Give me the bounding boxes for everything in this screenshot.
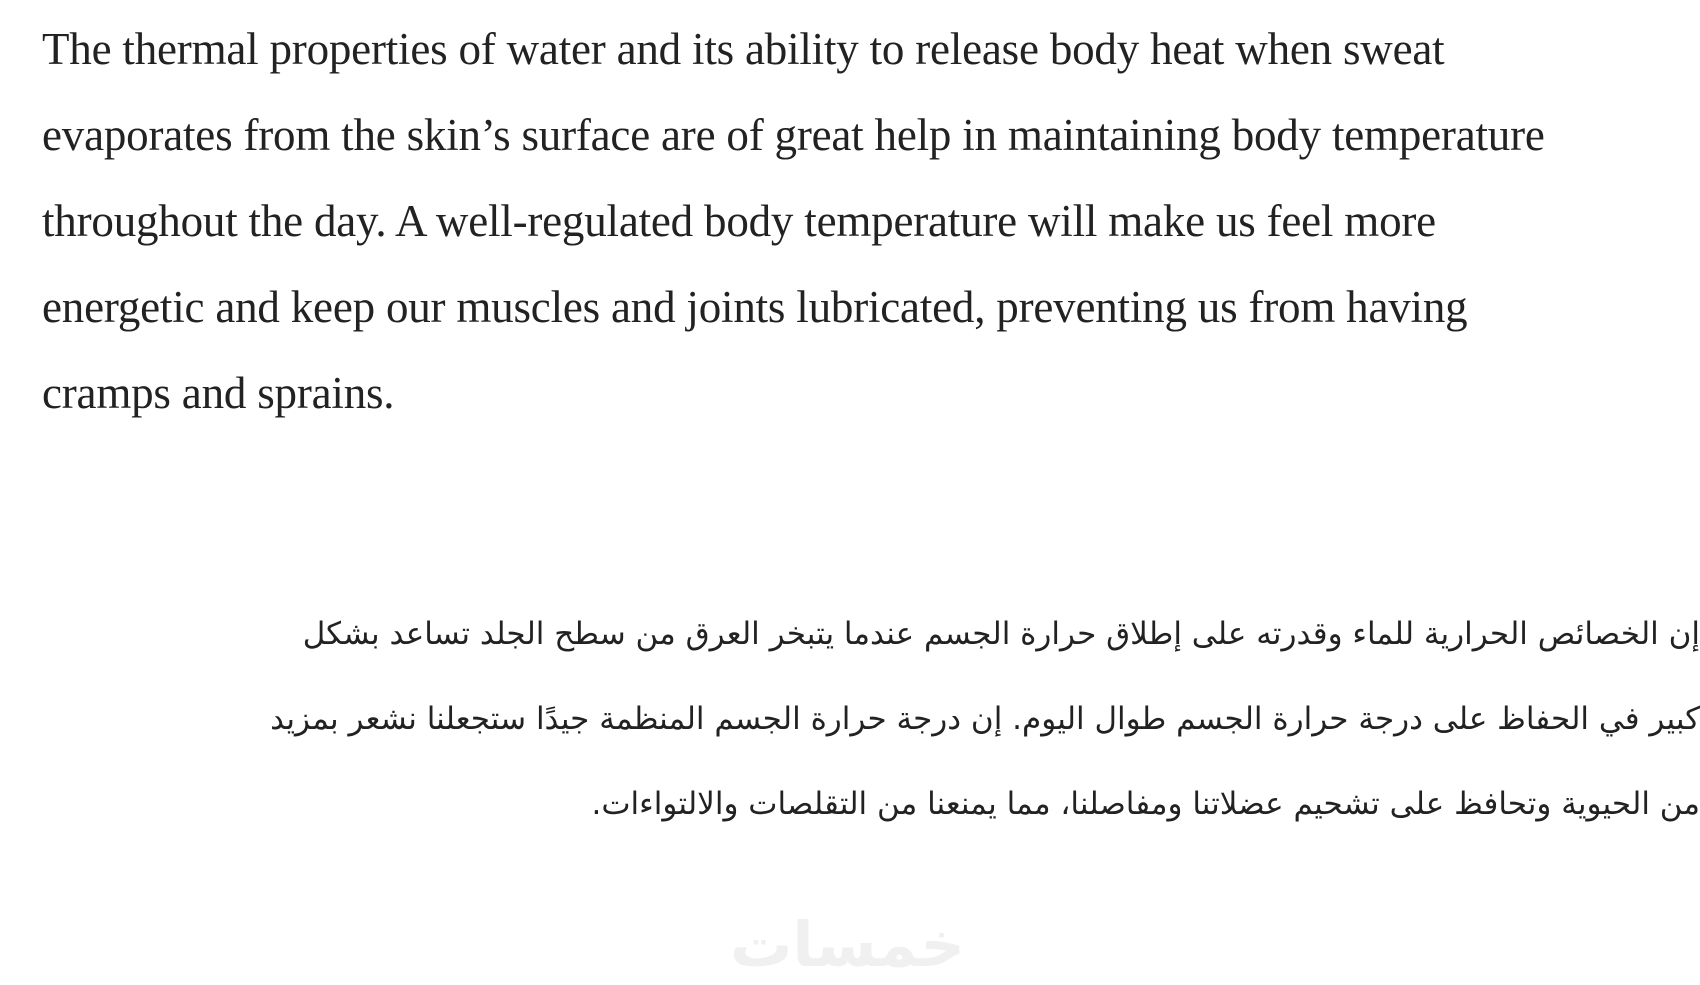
arabic-paragraph: [40, 592, 1700, 847]
english-line: The thermal properties of water and its ability to release body heat when sweat: [42, 24, 1445, 74]
english-line: evaporates from the skin’s surface are of great help in maintaining body temperature: [42, 110, 1545, 160]
arabic-line: كبير في الحفاظ على درجة حرارة الجسم طوال اليوم. إن درجة حرارة الجسم المنظمة جيدًا ستجعلنا نشعر بمزيد: [270, 701, 1700, 737]
english-paragraph: [42, 6, 1682, 436]
english-line: energetic and keep our muscles and joints lubricated, preventing us from having: [42, 282, 1468, 332]
watermark-logo: خمسات: [730, 908, 965, 981]
arabic-line: من الحيوية وتحافظ على تشحيم عضلاتنا ومفاصلنا، مما يمنعنا من التقلصات والالتواءات.: [591, 786, 1700, 822]
arabic-line: إن الخصائص الحرارية للماء وقدرته على إطلاق حرارة الجسم عندما يتبخر العرق من سطح الجلد تساعد بشكل: [302, 616, 1700, 652]
english-line: cramps and sprains.: [42, 368, 395, 418]
english-line: throughout the day. A well-regulated body temperature will make us feel more: [42, 196, 1436, 246]
